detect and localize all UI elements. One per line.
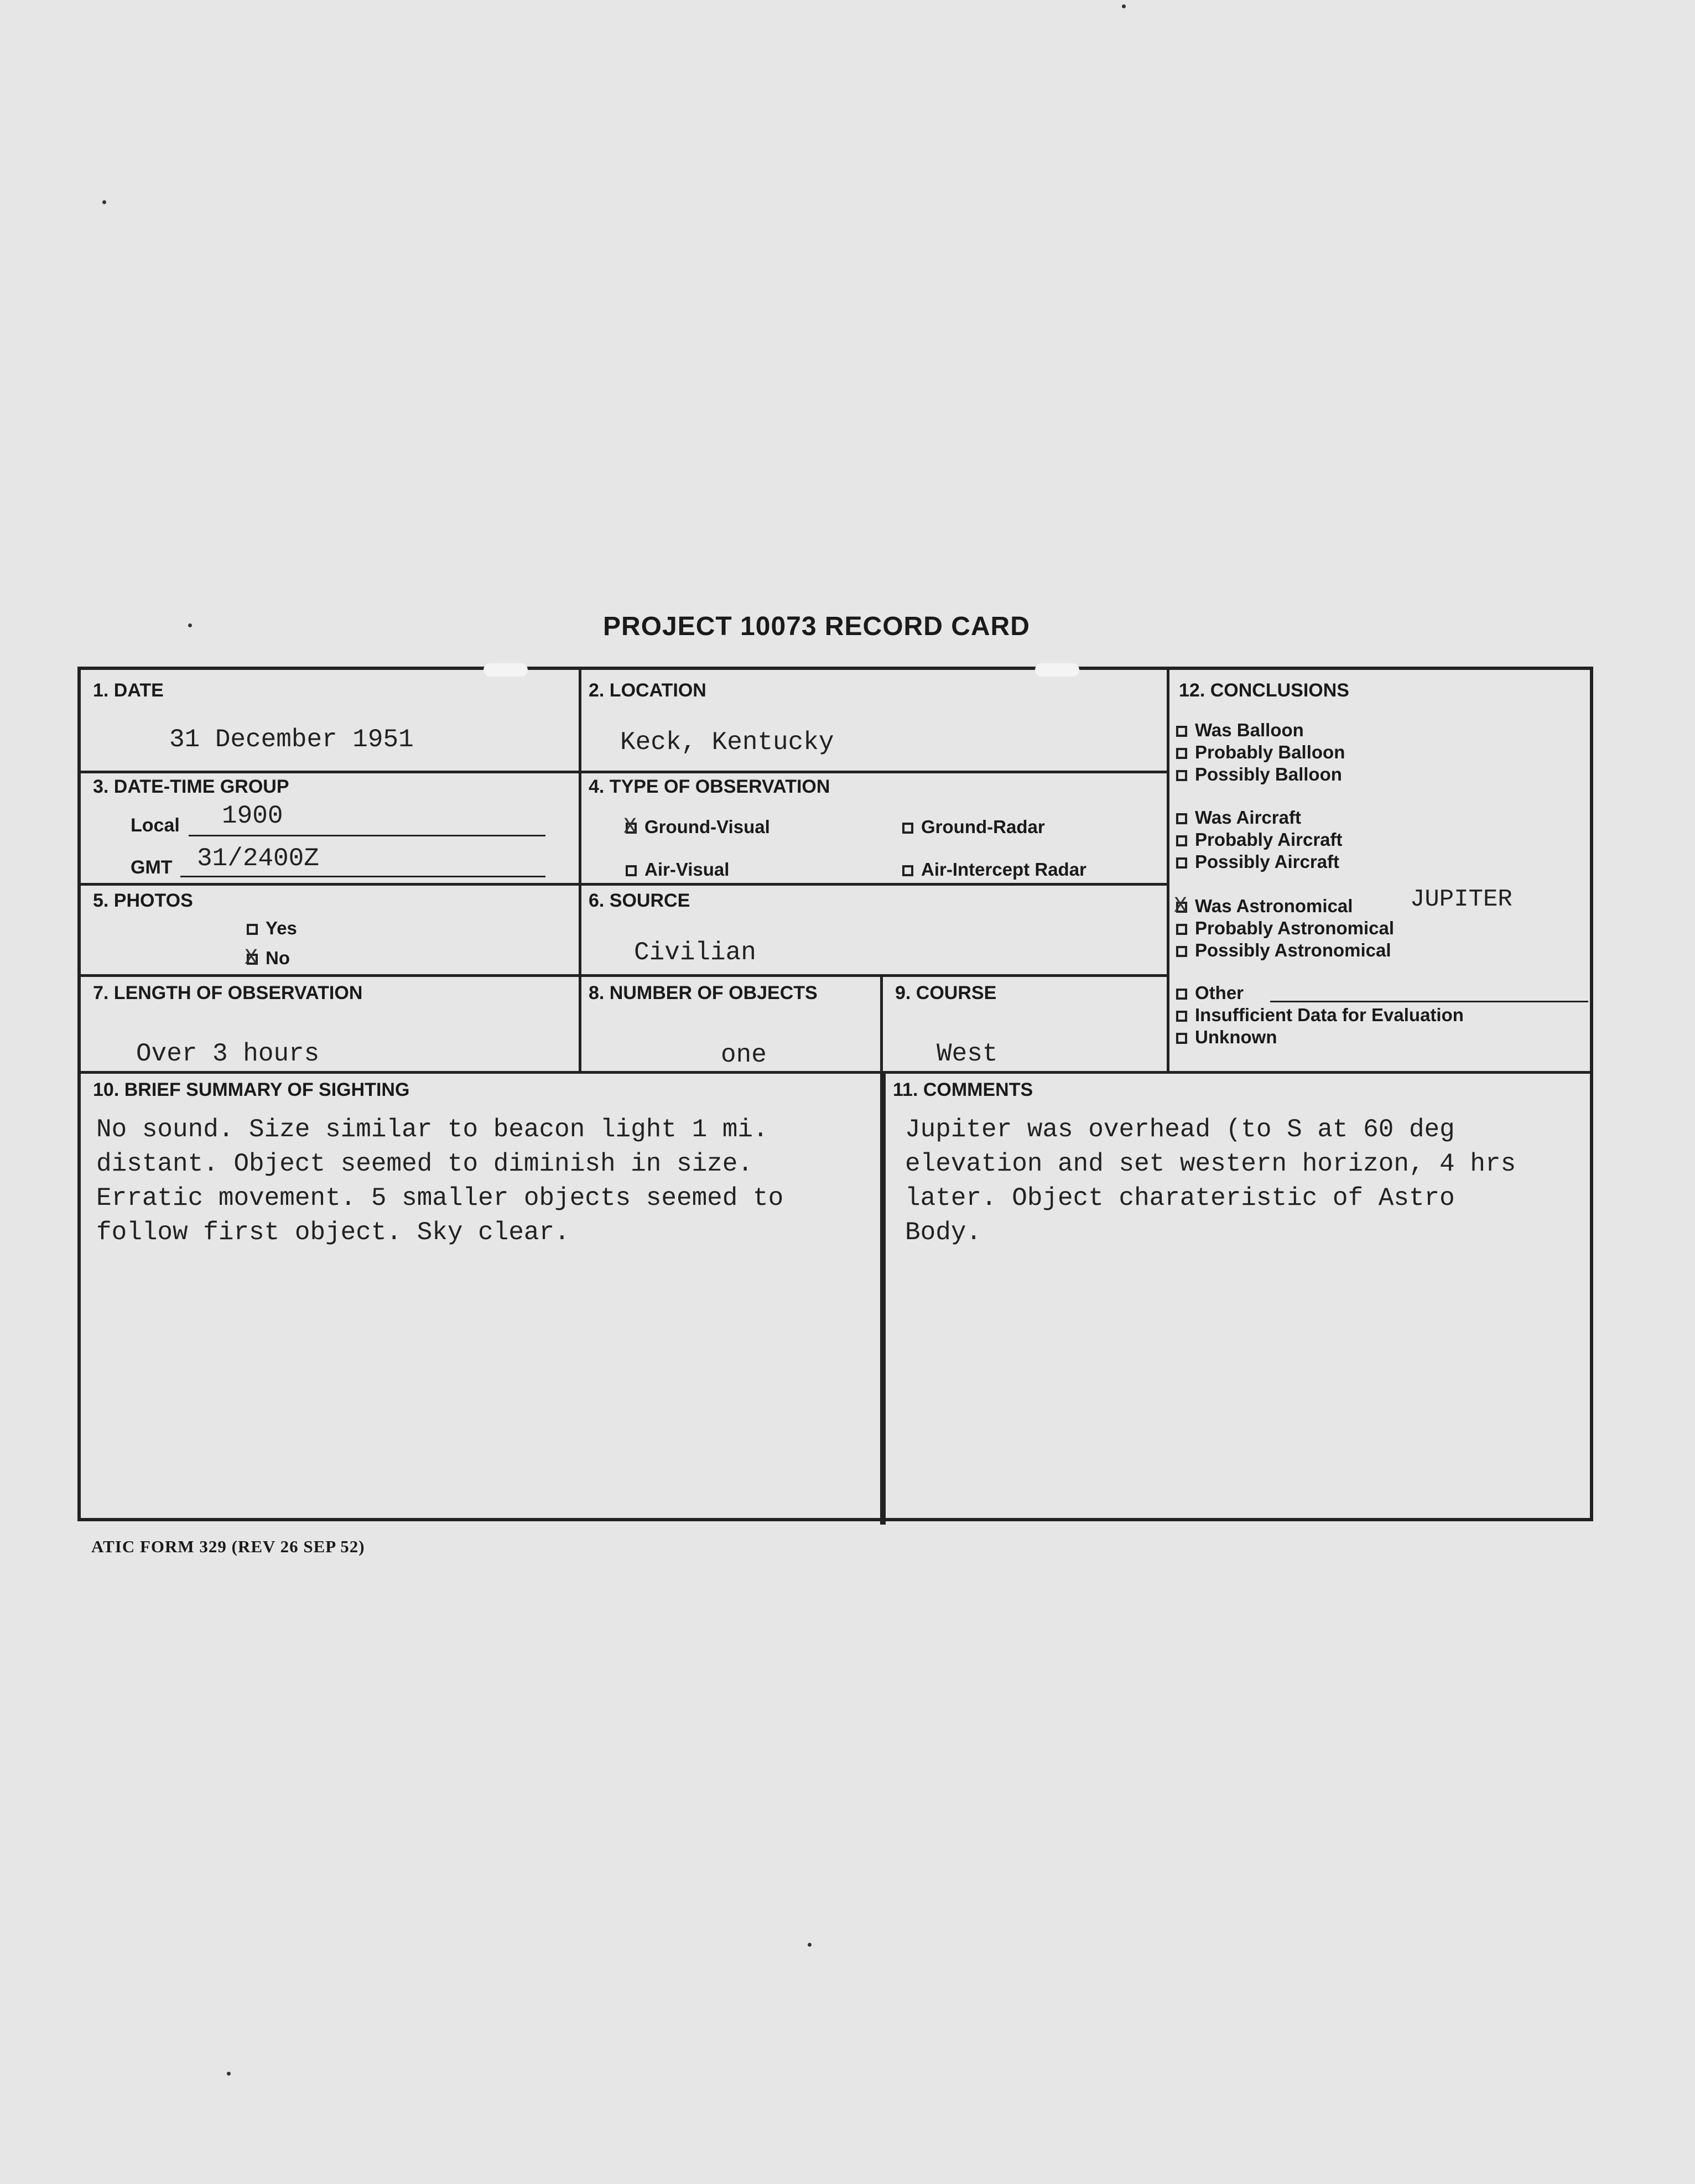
checkbox-photos-no xyxy=(247,954,258,965)
checkbox-conclusion xyxy=(1176,813,1187,824)
option-photos-no: XNo xyxy=(247,948,290,969)
conclusions-label: 12. CONCLUSIONS xyxy=(1179,680,1349,701)
summary-line: No sound. Size similar to beacon light 1 mi. xyxy=(96,1115,768,1144)
comments-line: Jupiter was overhead (to S at 60 deg xyxy=(905,1115,1455,1144)
conclusion-possibly-balloon: Possibly Balloon xyxy=(1176,764,1342,785)
checkbox-conclusion xyxy=(1176,726,1187,737)
punch-hole xyxy=(1035,663,1079,677)
option-photos-yes: Yes xyxy=(247,918,297,939)
card-title: PROJECT 10073 RECORD CARD xyxy=(603,612,1030,641)
checkbox-conclusion xyxy=(1176,946,1187,957)
local-value: 1900 xyxy=(222,802,283,830)
conclusion-possibly-aircraft: Possibly Aircraft xyxy=(1176,851,1339,872)
summary-line: distant. Object seemed to diminish in size. xyxy=(96,1150,753,1178)
option-ground-visual: XGround-Visual xyxy=(626,817,770,838)
date-time-group-label: 3. DATE-TIME GROUP xyxy=(93,776,289,797)
conclusion-other: Other xyxy=(1176,982,1244,1003)
conclusion-probably-balloon: Probably Balloon xyxy=(1176,742,1345,763)
location-value: Keck, Kentucky xyxy=(620,728,834,757)
form-id: ATIC FORM 329 (REV 26 SEP 52) xyxy=(91,1537,365,1556)
conclusion-probably-astronomical: Probably Astronomical xyxy=(1176,918,1394,939)
checkbox-ground-visual xyxy=(626,823,637,834)
summary-label: 10. BRIEF SUMMARY OF SIGHTING xyxy=(93,1079,410,1100)
source-value: Civilian xyxy=(634,938,756,967)
checkbox-conclusion xyxy=(1176,857,1187,869)
length-of-observation-label: 7. LENGTH OF OBSERVATION xyxy=(93,982,363,1003)
option-air-visual: Air-Visual xyxy=(626,859,729,880)
checkbox-conclusion xyxy=(1176,1011,1187,1022)
astronomical-note: JUPITER xyxy=(1410,886,1512,913)
conclusion-was-aircraft: Was Aircraft xyxy=(1176,807,1301,828)
photos-label: 5. PHOTOS xyxy=(93,890,193,911)
comments-line: Body. xyxy=(905,1218,982,1247)
conclusion-was-balloon: Was Balloon xyxy=(1176,720,1304,741)
checkbox-conclusion xyxy=(1176,1033,1187,1044)
option-ground-radar: Ground-Radar xyxy=(902,817,1045,838)
location-label: 2. LOCATION xyxy=(589,680,706,701)
summary-line: follow first object. Sky clear. xyxy=(96,1218,570,1247)
comments-label: 11. COMMENTS xyxy=(893,1079,1033,1100)
checkbox-air-intercept-radar xyxy=(902,865,913,876)
checkbox-air-visual xyxy=(626,865,637,876)
course-value: West xyxy=(937,1039,998,1068)
gmt-label: GMT xyxy=(131,857,173,878)
conclusion-probably-aircraft: Probably Aircraft xyxy=(1176,829,1343,850)
comments-line: elevation and set western horizon, 4 hrs xyxy=(905,1150,1516,1178)
checkbox-photos-yes xyxy=(247,924,258,935)
comments-line: later. Object charateristic of Astro xyxy=(905,1184,1455,1213)
date-label: 1. DATE xyxy=(93,680,164,701)
record-card xyxy=(77,667,1593,1521)
checkbox-conclusion xyxy=(1176,989,1187,1000)
checkbox-conclusion xyxy=(1176,770,1187,781)
checkbox-ground-radar xyxy=(902,823,913,834)
checkbox-conclusion xyxy=(1176,835,1187,846)
checkbox-conclusion xyxy=(1176,924,1187,935)
conclusion-was-astronomical: XWas Astronomical xyxy=(1176,896,1353,917)
number-of-objects-label: 8. NUMBER OF OBJECTS xyxy=(589,982,818,1003)
type-of-observation-label: 4. TYPE OF OBSERVATION xyxy=(589,776,830,797)
conclusion-unknown: Unknown xyxy=(1176,1027,1277,1048)
summary-text xyxy=(96,1112,783,1250)
local-label: Local xyxy=(131,815,180,836)
punch-hole xyxy=(483,663,528,677)
speck xyxy=(1122,4,1126,8)
comments-text xyxy=(905,1112,1516,1250)
course-label: 9. COURSE xyxy=(895,982,997,1003)
conclusion-possibly-astronomical: Possibly Astronomical xyxy=(1176,940,1391,961)
number-of-objects-value: one xyxy=(721,1041,767,1069)
gmt-value: 31/2400Z xyxy=(197,844,319,873)
length-of-observation-value: Over 3 hours xyxy=(136,1039,320,1068)
date-value: 31 December 1951 xyxy=(169,725,414,754)
conclusion-insufficient-data: Insufficient Data for Evaluation xyxy=(1176,1005,1464,1026)
speck xyxy=(227,2072,231,2076)
summary-line: Erratic movement. 5 smaller objects seemed to xyxy=(96,1184,784,1213)
speck xyxy=(102,200,106,204)
source-label: 6. SOURCE xyxy=(589,890,690,911)
speck xyxy=(808,1943,812,1947)
checkbox-conclusion xyxy=(1176,748,1187,759)
speck xyxy=(188,623,192,627)
option-air-intercept-radar: Air-Intercept Radar xyxy=(902,859,1086,880)
checkbox-conclusion xyxy=(1176,902,1187,913)
